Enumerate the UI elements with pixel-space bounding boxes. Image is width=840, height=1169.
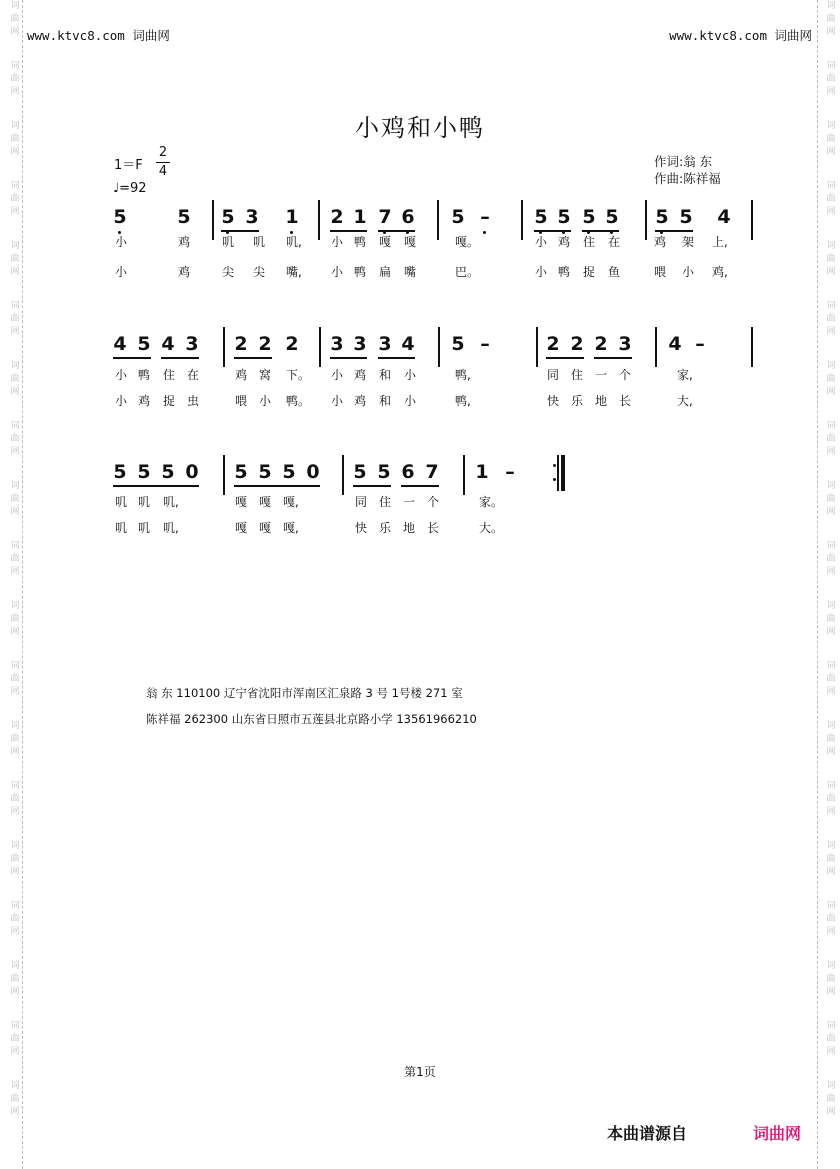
watermark-glyph: 词 曲 网 bbox=[826, 1081, 836, 1117]
tempo-value: =92 bbox=[119, 181, 147, 196]
watermark-glyph: 词 曲 网 bbox=[10, 781, 20, 817]
lyricist-credit: 作词:翁 东 bbox=[654, 154, 713, 169]
lyric-verse-2: 乐 bbox=[571, 394, 584, 408]
note: 5 bbox=[137, 333, 151, 355]
lyric-verse-1: 家。 bbox=[479, 495, 504, 509]
lyric-verse-2: 嘎 bbox=[259, 521, 272, 535]
underline-beam bbox=[330, 230, 367, 232]
underline-beam bbox=[234, 357, 272, 359]
note: 0 bbox=[306, 461, 320, 483]
lyric-verse-2: 叽, bbox=[163, 521, 179, 535]
header-site-right: www.ktvc8.com 词曲网 bbox=[669, 28, 812, 43]
lyric-verse-1: 鸭, bbox=[455, 368, 471, 382]
watermark-glyph: 词 曲 网 bbox=[10, 721, 20, 757]
lyric-verse-2: 鸭, bbox=[455, 394, 471, 408]
note: 3 bbox=[618, 333, 632, 355]
lyric-verse-2: 叽 bbox=[115, 521, 128, 535]
note: 2 bbox=[285, 333, 299, 355]
note: 0 bbox=[185, 461, 199, 483]
watermark-glyph: 词 曲 网 bbox=[826, 721, 836, 757]
watermark-glyph: 词 曲 网 bbox=[826, 901, 836, 937]
lyricist-address: 翁 东 110100 辽宁省沈阳市浑南区汇泉路 3 号 1号楼 271 室 bbox=[146, 686, 463, 700]
lyric-verse-2: 巴。 bbox=[455, 265, 480, 279]
note: 4 bbox=[717, 206, 731, 228]
note: 4 bbox=[401, 333, 415, 355]
watermark-glyph: 词 曲 网 bbox=[826, 181, 836, 217]
lyric-verse-1: 一 bbox=[403, 495, 416, 509]
note: 5 bbox=[221, 206, 235, 228]
lyric-verse-1: 嘎 bbox=[379, 235, 392, 249]
lyric-verse-1: 叽 bbox=[138, 495, 151, 509]
note: 2 bbox=[546, 333, 560, 355]
lyric-verse-1: 小 bbox=[331, 368, 344, 382]
lyric-verse-1: 住 bbox=[163, 368, 176, 382]
watermark-glyph: 词 曲 网 bbox=[10, 301, 20, 337]
bar-line bbox=[751, 200, 753, 240]
note: 5 bbox=[451, 333, 465, 355]
watermark-glyph: 词 曲 网 bbox=[10, 61, 20, 97]
bar-line bbox=[438, 327, 440, 367]
bar-line bbox=[223, 455, 225, 495]
lyric-verse-2: 大, bbox=[677, 394, 693, 408]
lyric-verse-2: 地 bbox=[403, 521, 416, 535]
repeat-dot bbox=[553, 478, 556, 481]
lyric-verse-2: 小 bbox=[259, 394, 272, 408]
underline-beam bbox=[594, 357, 632, 359]
note: 5 bbox=[177, 206, 191, 228]
lyric-verse-1: 住 bbox=[583, 235, 596, 249]
note: 5 bbox=[282, 461, 296, 483]
note: 5 bbox=[557, 206, 571, 228]
bar-line bbox=[655, 327, 657, 367]
note: 5 bbox=[655, 206, 669, 228]
note: 3 bbox=[378, 333, 392, 355]
note: 5 bbox=[161, 461, 175, 483]
lyric-verse-1: 叽 bbox=[222, 235, 235, 249]
watermark-glyph: 词 曲 网 bbox=[826, 1, 836, 37]
note: 1 bbox=[285, 206, 299, 228]
watermark-glyph: 词 曲 网 bbox=[10, 1, 20, 37]
repeat-dot bbox=[553, 464, 556, 467]
lyric-verse-1: 鸭 bbox=[138, 368, 151, 382]
note: 3 bbox=[353, 333, 367, 355]
lyric-verse-2: 鱼 bbox=[608, 265, 621, 279]
lyric-verse-1: 架 bbox=[682, 235, 695, 249]
time-signature-bar bbox=[156, 162, 170, 163]
watermark-glyph: 词 曲 网 bbox=[10, 181, 20, 217]
note: 6 bbox=[401, 206, 415, 228]
time-signature bbox=[156, 145, 170, 180]
note: 3 bbox=[245, 206, 259, 228]
watermark-glyph: 词 曲 网 bbox=[826, 601, 836, 637]
lyric-verse-1: 叽 bbox=[253, 235, 266, 249]
lyric-verse-2: 长 bbox=[427, 521, 440, 535]
note: 1 bbox=[475, 461, 489, 483]
underline-beam bbox=[353, 485, 391, 487]
lyric-verse-1: 在 bbox=[608, 235, 621, 249]
lyric-verse-2: 鸡 bbox=[354, 394, 367, 408]
lyric-verse-2: 大。 bbox=[479, 521, 504, 535]
lyric-verse-2: 嘎, bbox=[283, 521, 299, 535]
lyric-verse-2: 鸡 bbox=[178, 265, 191, 279]
watermark-glyph: 词 曲 网 bbox=[10, 841, 20, 877]
song-title: 小鸡和小鸭 bbox=[355, 114, 485, 142]
lyric-verse-2: 嘎 bbox=[235, 521, 248, 535]
watermark-glyph: 词 曲 网 bbox=[826, 241, 836, 277]
underline-beam bbox=[113, 357, 151, 359]
composer-credit: 作曲:陈祥福 bbox=[654, 171, 721, 186]
final-bar-thick bbox=[561, 455, 565, 491]
lyric-verse-2: 鸭 bbox=[558, 265, 571, 279]
note: 5 bbox=[534, 206, 548, 228]
note: 7 bbox=[425, 461, 439, 483]
octave-dot bbox=[483, 231, 486, 234]
lyric-verse-1: 小 bbox=[404, 368, 417, 382]
footer-source-text: 本曲谱源自 bbox=[607, 1124, 688, 1143]
lyric-verse-1: 个 bbox=[427, 495, 440, 509]
underline-beam bbox=[546, 357, 584, 359]
note: 4 bbox=[161, 333, 175, 355]
lyric-verse-1: 在 bbox=[187, 368, 200, 382]
note: – bbox=[505, 461, 515, 483]
time-signature-bottom: 4 bbox=[158, 164, 168, 179]
lyric-verse-1: 叽 bbox=[115, 495, 128, 509]
lyric-verse-1: 嘎 bbox=[259, 495, 272, 509]
lyric-verse-1: 同 bbox=[355, 495, 368, 509]
lyric-verse-2: 鸭。 bbox=[286, 394, 311, 408]
underline-beam bbox=[330, 357, 367, 359]
bar-line bbox=[437, 200, 439, 240]
note: 2 bbox=[258, 333, 272, 355]
underline-beam bbox=[221, 230, 259, 232]
note: 1 bbox=[353, 206, 367, 228]
note: – bbox=[695, 333, 705, 355]
lyric-verse-1: 小 bbox=[535, 235, 548, 249]
watermark-glyph: 词 曲 网 bbox=[826, 481, 836, 517]
watermark-glyph: 词 曲 网 bbox=[826, 661, 836, 697]
note: 5 bbox=[451, 206, 465, 228]
lyric-verse-2: 尖 bbox=[253, 265, 266, 279]
note: 3 bbox=[185, 333, 199, 355]
bar-line bbox=[751, 327, 753, 367]
lyric-verse-1: 小 bbox=[115, 235, 128, 249]
watermark-glyph: 词 曲 网 bbox=[10, 961, 20, 997]
lyric-verse-1: 上, bbox=[712, 235, 728, 249]
watermark-glyph: 词 曲 网 bbox=[10, 1021, 20, 1057]
lyric-verse-2: 小 bbox=[115, 265, 128, 279]
lyric-verse-2: 小 bbox=[331, 265, 344, 279]
final-bar-thin bbox=[557, 455, 559, 491]
header-site-left: www.ktvc8.com 词曲网 bbox=[27, 28, 170, 43]
note: 5 bbox=[113, 206, 127, 228]
bar-line bbox=[463, 455, 465, 495]
note: 6 bbox=[401, 461, 415, 483]
watermark-glyph: 词 曲 网 bbox=[826, 781, 836, 817]
bar-line bbox=[342, 455, 344, 495]
note: 4 bbox=[668, 333, 682, 355]
note: – bbox=[480, 333, 490, 355]
underline-beam bbox=[378, 230, 415, 232]
lyric-verse-1: 住 bbox=[379, 495, 392, 509]
watermark-glyph: 词 曲 网 bbox=[10, 361, 20, 397]
lyric-verse-1: 鸭 bbox=[354, 235, 367, 249]
note: 5 bbox=[113, 461, 127, 483]
watermark-glyph: 词 曲 网 bbox=[10, 481, 20, 517]
underline-beam bbox=[534, 230, 571, 232]
lyric-verse-2: 鸡 bbox=[138, 394, 151, 408]
lyric-verse-1: 一 bbox=[595, 368, 608, 382]
lyric-verse-2: 小 bbox=[682, 265, 695, 279]
note: 5 bbox=[679, 206, 693, 228]
watermark-glyph: 词 曲 网 bbox=[826, 541, 836, 577]
lyric-verse-1: 住 bbox=[571, 368, 584, 382]
lyric-verse-1: 鸡 bbox=[558, 235, 571, 249]
watermark-glyph: 词 曲 网 bbox=[826, 301, 836, 337]
note: 3 bbox=[330, 333, 344, 355]
lyric-verse-1: 小 bbox=[331, 235, 344, 249]
watermark-glyph: 词 曲 网 bbox=[10, 661, 20, 697]
lyric-verse-1: 鸡 bbox=[354, 368, 367, 382]
lyric-verse-2: 捉 bbox=[163, 394, 176, 408]
watermark-glyph: 词 曲 网 bbox=[10, 601, 20, 637]
lyric-verse-1: 小 bbox=[115, 368, 128, 382]
note: 5 bbox=[582, 206, 596, 228]
lyric-verse-1: 下。 bbox=[286, 368, 311, 382]
bar-line bbox=[521, 200, 523, 240]
lyric-verse-2: 尖 bbox=[222, 265, 235, 279]
lyric-verse-1: 窝 bbox=[259, 368, 272, 382]
note: 5 bbox=[234, 461, 248, 483]
lyric-verse-2: 叽 bbox=[138, 521, 151, 535]
watermark-glyph: 词 曲 网 bbox=[826, 961, 836, 997]
time-signature-top: 2 bbox=[158, 145, 168, 160]
note: 4 bbox=[113, 333, 127, 355]
watermark-glyph: 词 曲 网 bbox=[10, 421, 20, 457]
note: 5 bbox=[258, 461, 272, 483]
lyric-verse-2: 小 bbox=[115, 394, 128, 408]
watermark-glyph: 词 曲 网 bbox=[826, 361, 836, 397]
footer-brand: 词曲网 bbox=[753, 1124, 802, 1143]
lyric-verse-2: 喂 bbox=[654, 265, 667, 279]
note: 7 bbox=[378, 206, 392, 228]
lyric-verse-2: 和 bbox=[379, 394, 392, 408]
underline-beam bbox=[401, 485, 439, 487]
bar-line bbox=[223, 327, 225, 367]
lyric-verse-2: 嘴, bbox=[286, 265, 302, 279]
lyric-verse-1: 鸡 bbox=[178, 235, 191, 249]
lyric-verse-2: 快 bbox=[355, 521, 368, 535]
watermark-glyph: 词 曲 网 bbox=[826, 61, 836, 97]
lyric-verse-2: 小 bbox=[535, 265, 548, 279]
lyric-verse-2: 鸭 bbox=[354, 265, 367, 279]
bar-line bbox=[536, 327, 538, 367]
watermark-glyph: 词 曲 网 bbox=[10, 241, 20, 277]
note: 5 bbox=[137, 461, 151, 483]
lyric-verse-1: 嘎 bbox=[235, 495, 248, 509]
lyric-verse-1: 叽, bbox=[286, 235, 302, 249]
lyric-verse-1: 嘎, bbox=[283, 495, 299, 509]
lyric-verse-1: 鸡 bbox=[235, 368, 248, 382]
lyric-verse-2: 嘴 bbox=[404, 265, 417, 279]
note: 5 bbox=[353, 461, 367, 483]
bar-line bbox=[212, 200, 214, 240]
lyric-verse-1: 同 bbox=[547, 368, 560, 382]
lyric-verse-2: 小 bbox=[404, 394, 417, 408]
lyric-verse-2: 地 bbox=[595, 394, 608, 408]
lyric-verse-1: 叽, bbox=[163, 495, 179, 509]
underline-beam bbox=[378, 357, 415, 359]
key-signature: 1＝F bbox=[114, 158, 143, 173]
tempo-marking bbox=[113, 181, 147, 196]
lyric-verse-1: 鸡 bbox=[654, 235, 667, 249]
bar-line bbox=[319, 327, 321, 367]
watermark-glyph: 词 曲 网 bbox=[826, 421, 836, 457]
bar-line bbox=[645, 200, 647, 240]
lyric-verse-1: 和 bbox=[379, 368, 392, 382]
underline-beam bbox=[582, 230, 619, 232]
watermark-glyph: 词 曲 网 bbox=[10, 901, 20, 937]
watermark-glyph: 词 曲 网 bbox=[10, 1081, 20, 1117]
note: 2 bbox=[594, 333, 608, 355]
underline-beam bbox=[655, 230, 693, 232]
note: 2 bbox=[330, 206, 344, 228]
lyric-verse-2: 鸡, bbox=[712, 265, 728, 279]
watermark-glyph: 词 曲 网 bbox=[826, 121, 836, 157]
lyric-verse-2: 捉 bbox=[583, 265, 596, 279]
watermark-glyph: 词 曲 网 bbox=[10, 121, 20, 157]
lyric-verse-2: 虫 bbox=[187, 394, 200, 408]
watermark-glyph: 词 曲 网 bbox=[826, 841, 836, 877]
composer-address: 陈祥福 262300 山东省日照市五莲县北京路小学 13561966210 bbox=[146, 712, 477, 726]
lyric-verse-2: 小 bbox=[331, 394, 344, 408]
lyric-verse-1: 家, bbox=[677, 368, 693, 382]
note: 2 bbox=[234, 333, 248, 355]
lyric-verse-1: 嘎。 bbox=[455, 235, 480, 249]
lyric-verse-2: 喂 bbox=[235, 394, 248, 408]
lyric-verse-1: 个 bbox=[619, 368, 632, 382]
watermark-glyph: 词 曲 网 bbox=[826, 1021, 836, 1057]
note: 5 bbox=[605, 206, 619, 228]
underline-beam bbox=[234, 485, 320, 487]
bar-line bbox=[318, 200, 320, 240]
note: 2 bbox=[570, 333, 584, 355]
underline-beam bbox=[113, 485, 199, 487]
lyric-verse-2: 长 bbox=[619, 394, 632, 408]
underline-beam bbox=[161, 357, 199, 359]
quarter-note-icon: ♩ bbox=[113, 181, 120, 196]
note: – bbox=[478, 206, 492, 228]
lyric-verse-1: 嘎 bbox=[404, 235, 417, 249]
page-number: 第1页 bbox=[404, 1065, 436, 1079]
lyric-verse-2: 快 bbox=[547, 394, 560, 408]
lyric-verse-2: 乐 bbox=[379, 521, 392, 535]
note: 5 bbox=[377, 461, 391, 483]
watermark-glyph: 词 曲 网 bbox=[10, 541, 20, 577]
lyric-verse-2: 扁 bbox=[379, 265, 392, 279]
